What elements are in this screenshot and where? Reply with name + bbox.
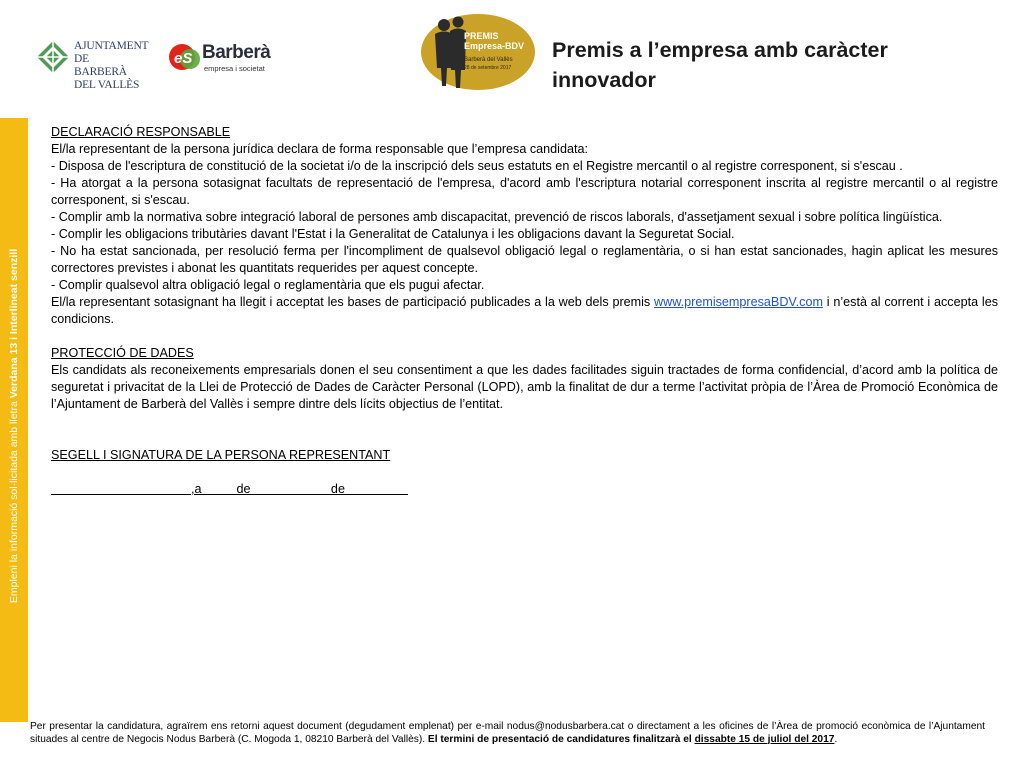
barbera-logo <box>168 40 272 76</box>
proteccio-heading: PROTECCIÓ DE DADES <box>51 346 194 360</box>
declaracio-item: - No ha estat sancionada, per resolució ferma per l'incompliment de qualsevol obligació legal o reglamentària, o si han estat sancionades, hagin aplicat les mesures correctores previstes i abonat les quantitats requerides per aquest concepte. <box>51 244 998 275</box>
declaracio-item: - Complir qualsevol altra obligació legal o reglamentària que els pugui afectar. <box>51 278 485 292</box>
footer-text: Per presentar la candidatura, agraïrem ens retorni aquest document (degudament emplenat) per e-mail nodus@nodusbarbera.cat o directament a les oficines de l’Àrea de promoció econòmica de l’Ajuntament situades al centre de Negocis Nodus Barberà (C. Mogoda 1, 08210 Barberà del Vallès). <box>30 721 985 745</box>
barbera-es-icon <box>168 40 204 76</box>
footer-end: . <box>834 733 838 745</box>
spacer <box>51 413 998 447</box>
signature-date-line[interactable]: ,a de de <box>51 482 408 496</box>
spacer <box>51 464 998 481</box>
declaracio-heading: DECLARACIÓ RESPONSABLE <box>51 125 231 139</box>
barbera-logo-word: Barberà <box>202 42 271 63</box>
ajuntament-logo-line1: AJUNTAMENT DE <box>74 40 149 65</box>
sidebar-text-bold: Verdana 13 i Interlineat senzill <box>8 248 20 399</box>
footer-note <box>30 721 985 746</box>
premis-badge-line3: Barberà del Vallès <box>464 57 513 63</box>
acceptance-text-before: El/la representant sotasignant ha llegit i acceptat les bases de participació publicades a la web dels premis <box>51 295 655 309</box>
sidebar-text-normal: Empleni la informació sol·licitada amb lletra <box>8 398 20 604</box>
page-title: Premis a l’empresa amb caràcter innovador <box>552 38 888 92</box>
spacer <box>51 328 998 345</box>
footer-deadline-date: dissabte 15 de juliol del 2017 <box>694 733 835 745</box>
proteccio-text: Els candidats als reconeixements empresarials donen el seu consentiment a que les dades facilitades siguin tractades de forma confidencial, d’acord amb la política de seguretat i privacitat de la Llei de Protecció de Dades de Caràcter Personal (LOPD), amb la finalitat de dur a terme l’activitat pròpia de l’Àrea de Promoció Econòmica de l’Ajuntament de Barberà del Vallès i sempre dintre dels lícits objectius de l’entitat. <box>51 363 998 411</box>
sidebar-instruction-text <box>8 126 20 726</box>
ajuntament-logo <box>36 38 149 91</box>
premis-website-link[interactable]: www.premisempresaBDV.com <box>654 295 823 309</box>
ajuntament-seal-icon <box>36 40 70 74</box>
declaracio-item: - Disposa de l'escriptura de constitució de la societat i/o de la inscripció dels seus estatuts en el Registre mercantil o al registre corresponent, si s'escau . <box>51 159 903 173</box>
svg-text:eS: eS <box>174 50 193 67</box>
signatura-heading: SEGELL I SIGNATURA DE LA PERSONA REPRESENTANT <box>51 448 391 462</box>
barbera-logo-tagline: empresa i societat <box>204 64 265 73</box>
premis-badge-line2: Empresa-BDV <box>464 41 525 51</box>
declaracio-item: - Ha atorgat a la persona sotasignat facultats de representació de l'empresa, d'acord amb l'escriptura notarial corresponent inscrita al registre mercantil o al registre corresponent, si s'escau. <box>51 176 998 207</box>
declaracio-item: - Complir les obligacions tributàries davant l'Estat i la Generalitat de Catalunya i les obligacions davant la Seguretat Social. <box>51 227 735 241</box>
premis-badge-line4: 28 de setembre 2017 <box>464 65 512 71</box>
declaracio-item: - Complir amb la normativa sobre integració laboral de persones amb discapacitat, prevenció de riscos laborals, d'assetjament sexual i sobre política lingüística. <box>51 210 943 224</box>
premis-badge <box>418 12 536 92</box>
premis-badge-line1: PREMIS <box>464 31 499 41</box>
acceptance-text-after: i n’està al corrent i accepta les condicions. <box>51 295 998 326</box>
declaracio-intro: El/la representant de la persona jurídica declara de forma responsable que l’empresa candidata: <box>51 142 588 156</box>
premis-badge-figures-icon <box>418 12 536 92</box>
footer-deadline-text: El termini de presentació de candidatures finalitzarà el <box>427 733 695 745</box>
ajuntament-logo-text <box>74 40 148 92</box>
form-content <box>51 124 998 498</box>
acceptance-paragraph <box>51 294 998 328</box>
ajuntament-logo-line2: BARBERÀ DEL VALLÈS <box>74 66 140 91</box>
